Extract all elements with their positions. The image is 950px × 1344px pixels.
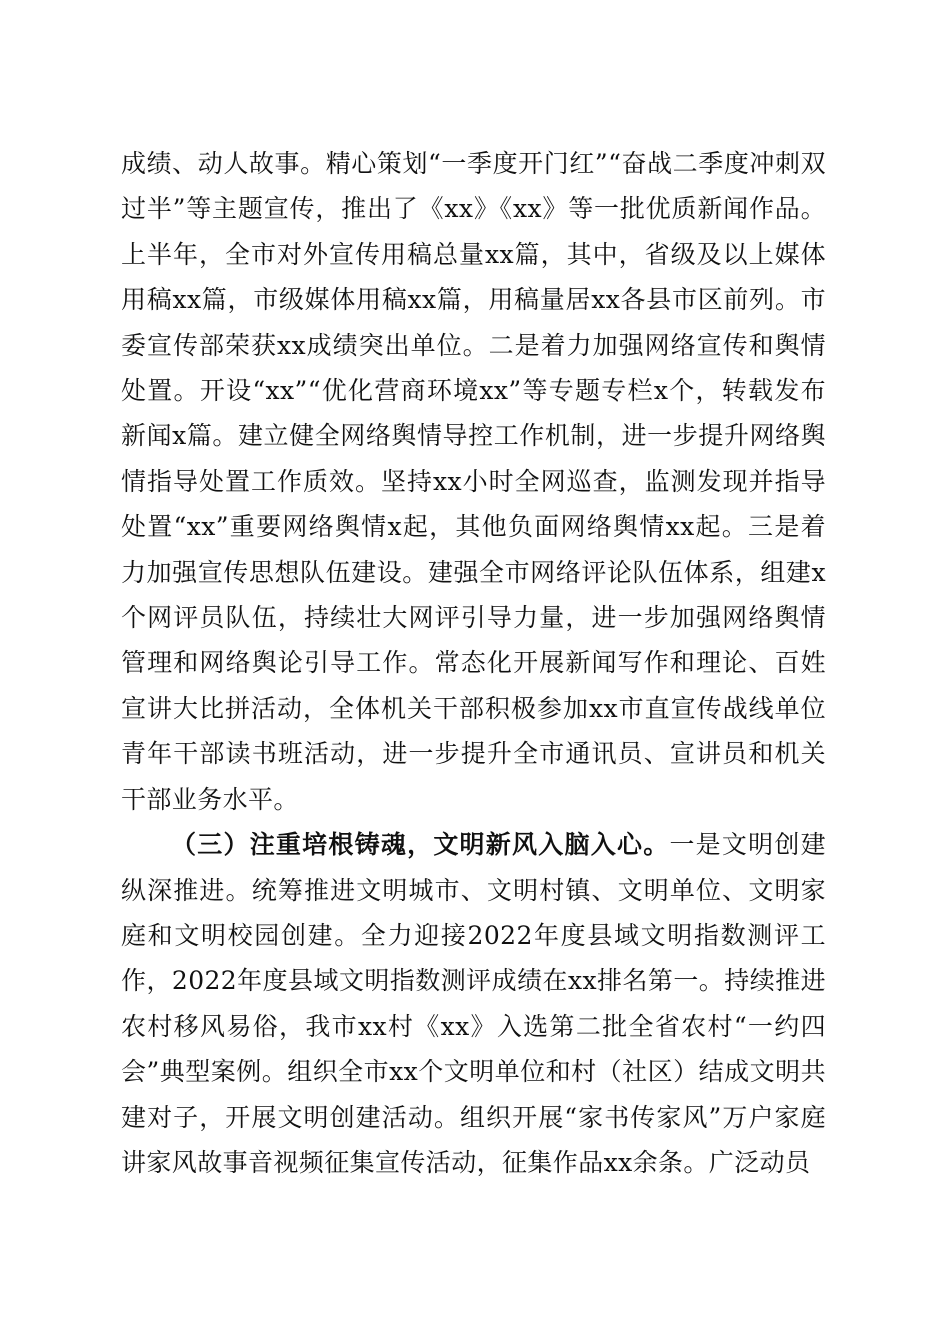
paragraph-1-text: 成绩、动人故事。精心策划“一季度开门红”“奋战二季度冲刺双过半”等主题宣传，推出了《xx》《xx》等一批优质新闻作品。上半年，全市对外宣传用稿总量xx篇，其中，省级及以上媒体用稿xx篇，市级媒体用稿xx篇，用稿量居xx各县市区前列。市委宣传部荣获xx成绩突出单位。二是着力加强网络宣传和舆情处置。开设“xx”“优化营商环境xx”等专题专栏x个，转载发布新闻x篇。建立健全网络舆情导控工作机制，进一步提升网络舆情指导处置工作质效。坚持xx小时全网巡查，监测发现并指导处置“xx”重要网络舆情x起，其他负面网络舆情xx起。三是着力加强宣传思想队伍建设。建强全市网络评论队伍体系，组建x个网评员队伍，持续壮大网评引导力量，进一步加强网络舆情管理和网络舆论引导工作。常态化开展新闻写作和理论、百姓宣讲大比拼活动，全体机关干部积极参加xx市直宣传战线单位青年干部读书班活动，进一步提升全市通讯员、宣讲员和机关干部业务水平。 <box>121 149 826 814</box>
document-body <box>121 141 826 1185</box>
paragraph-2-text: 一是文明创建纵深推进。统筹推进文明城市、文明村镇、文明单位、文明家庭和文明校园创建。全力迎接2022年度县域文明指数测评工作，2022年度县域文明指数测评成绩在xx排名第一。持续推进农村移风易俗，我市xx村《xx》入选第二批全省农村“一约四会”典型案例。组织全市xx个文明单位和村（社区）结成文明共建对子，开展文明创建活动。组织开展“家书传家风”万户家庭讲家风故事音视频征集宣传活动，征集作品xx余条。广泛动员 <box>121 830 827 1177</box>
paragraph-2 <box>121 822 826 1185</box>
section-heading: （三）注重培根铸魂，文明新风入脑入心。 <box>171 830 670 860</box>
paragraph-1 <box>121 141 826 822</box>
